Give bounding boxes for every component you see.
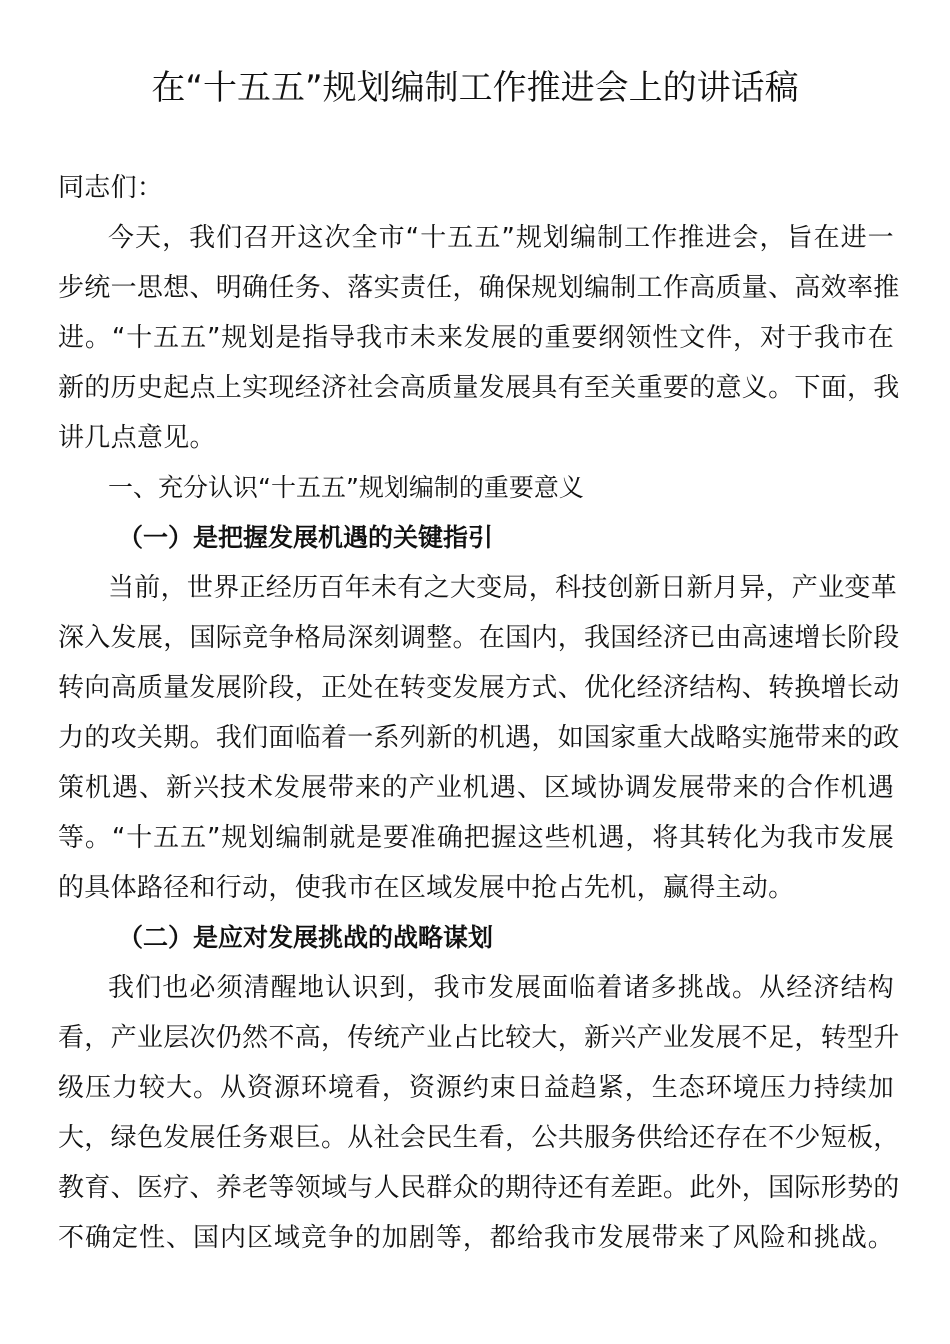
intro-paragraph [58, 213, 900, 463]
document-body [58, 163, 900, 1263]
text-line: 深入发展，国际竞争格局深刻调整。在国内，我国经济已由高速增长阶段 [58, 623, 900, 653]
document-title: 在“十五五”规划编制工作推进会上的讲话稿 [151, 68, 799, 108]
subsection-heading-2: （二）是应对发展挑战的战略谋划 [118, 923, 494, 952]
opportunity-paragraph [58, 563, 900, 913]
text-line: 当前，世界正经历百年未有之大变局，科技创新日新月异，产业变革 [108, 573, 898, 603]
text-line: 不确定性、国内区域竞争的加剧等，都给我市发展带来了风险和挑战。 [58, 1223, 894, 1253]
text-line: 转向高质量发展阶段，正处在转变发展方式、优化经济结构、转换增长动 [58, 673, 900, 703]
text-line: 我们也必须清醒地认识到，我市发展面临着诸多挑战。从经济结构 [108, 973, 894, 1003]
section-heading-1: 一、充分认识“十五五”规划编制的重要意义 [108, 473, 584, 502]
text-line: 级压力较大。从资源环境看，资源约束日益趋紧，生态环境压力持续加 [58, 1073, 894, 1103]
text-line: 的具体路径和行动，使我市在区域发展中抢占先机，赢得主动。 [58, 873, 795, 903]
text-line: 新的历史起点上实现经济社会高质量发展具有至关重要的意义。下面，我 [58, 373, 900, 403]
text-line: 力的攻关期。我们面临着一系列新的机遇，如国家重大战略实施带来的政 [58, 723, 900, 753]
text-line: 等。“十五五”规划编制就是要准确把握这些机遇，将其转化为我市发展 [58, 823, 894, 853]
salutation: 同志们： [58, 173, 164, 203]
text-line: 步统一思想、明确任务、落实责任，确保规划编制工作高质量、高效率推 [58, 273, 900, 303]
text-line: 策机遇、新兴技术发展带来的产业机遇、区域协调发展带来的合作机遇 [58, 773, 894, 803]
text-line: 看，产业层次仍然不高，传统产业占比较大，新兴产业发展不足，转型升 [58, 1023, 900, 1053]
text-line: 大，绿色发展任务艰巨。从社会民生看，公共服务供给还存在不少短板， [58, 1123, 900, 1153]
text-line: 教育、医疗、养老等领域与人民群众的期待还有差距。此外，国际形势的 [58, 1173, 900, 1203]
challenge-paragraph [58, 963, 900, 1263]
text-line: 讲几点意见。 [58, 423, 216, 453]
text-line: 今天，我们召开这次全市“十五五”规划编制工作推进会，旨在进一 [108, 223, 894, 253]
text-line: 进。“十五五”规划是指导我市未来发展的重要纲领性文件，对于我市在 [58, 323, 894, 353]
subsection-heading-1: （一）是把握发展机遇的关键指引 [118, 523, 494, 552]
